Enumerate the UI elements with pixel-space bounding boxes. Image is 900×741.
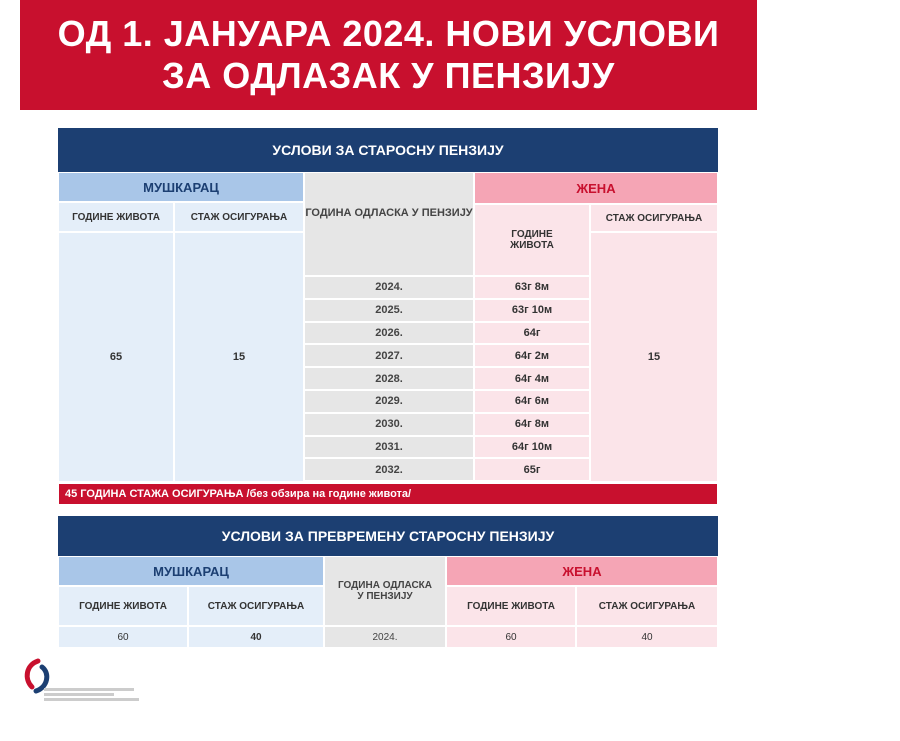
men-insurance-value: 40 [188, 626, 324, 648]
year-column-header: ГОДИНА ОДЛАСКА У ПЕНЗИЈУ [324, 556, 446, 626]
men-insurance-column-header: СТАЖ ОСИГУРАЊА [174, 202, 304, 232]
table-row-year: 2025. [304, 299, 474, 322]
table-row-year: 2028. [304, 367, 474, 390]
men-age-column-header: ГОДИНЕ ЖИВОТА [58, 586, 188, 626]
men-age-column-header: ГОДИНЕ ЖИВОТА [58, 202, 174, 232]
early-pension-table [58, 516, 718, 649]
women-header: ЖЕНА [446, 556, 718, 586]
year-column-header: ГОДИНА ОДЛАСКА У ПЕНЗИЈУ [304, 172, 474, 276]
logo-wordmark [44, 686, 154, 703]
table-row-age: 63г 8м [474, 276, 590, 299]
table-row-year: 2024. [304, 276, 474, 299]
table-row-year: 2030. [304, 413, 474, 436]
women-age-column-header: ГОДИНЕ ЖИВОТА [474, 204, 590, 276]
table-row-year: 2027. [304, 344, 474, 367]
men-header: МУШКАРАЦ [58, 556, 324, 586]
women-insurance-value: 15 [590, 232, 718, 482]
table-row-year: 2026. [304, 322, 474, 345]
table-row-year: 2031. [304, 436, 474, 459]
table-row-age: 63г 10м [474, 299, 590, 322]
title-banner [20, 0, 757, 110]
table-title: УСЛОВИ ЗА ПРЕВРЕМЕНУ СТАРОСНУ ПЕНЗИЈУ [58, 516, 718, 556]
men-age-value: 65 [58, 232, 174, 482]
women-insurance-value: 40 [576, 626, 718, 648]
women-age-column-header: ГОДИНЕ ЖИВОТА [446, 586, 576, 626]
title-line-1: ОД 1. ЈАНУАРА 2024. НОВИ УСЛОВИ [57, 13, 720, 54]
table-row-age: 64г 2м [474, 344, 590, 367]
table-row-age: 64г 6м [474, 390, 590, 413]
women-age-value: 60 [446, 626, 576, 648]
men-insurance-column-header: СТАЖ ОСИГУРАЊА [188, 586, 324, 626]
year-value: 2024. [324, 626, 446, 648]
men-header: МУШКАРАЦ [58, 172, 304, 202]
table-row-age: 64г [474, 322, 590, 345]
table-row-year: 2032. [304, 458, 474, 481]
women-header: ЖЕНА [474, 172, 718, 204]
table-row-year: 2029. [304, 390, 474, 413]
men-age-value: 60 [58, 626, 188, 648]
women-insurance-column-header: СТАЖ ОСИГУРАЊА [590, 204, 718, 232]
table-row-age: 64г 8м [474, 413, 590, 436]
table-row-age: 64г 10м [474, 436, 590, 459]
table-title: УСЛОВИ ЗА СТАРОСНУ ПЕНЗИЈУ [58, 128, 718, 172]
table-row-age: 65г [474, 458, 590, 481]
footnote-bar: 45 ГОДИНА СТАЖА ОСИГУРАЊА /без обзира на године живота/ [58, 483, 718, 505]
men-insurance-value: 15 [174, 232, 304, 482]
title-line-2: ЗА ОДЛАЗАК У ПЕНЗИЈУ [162, 55, 615, 96]
table-row-age: 64г 4м [474, 367, 590, 390]
old-age-pension-table [58, 128, 718, 506]
women-insurance-column-header: СТАЖ ОСИГУРАЊА [576, 586, 718, 626]
